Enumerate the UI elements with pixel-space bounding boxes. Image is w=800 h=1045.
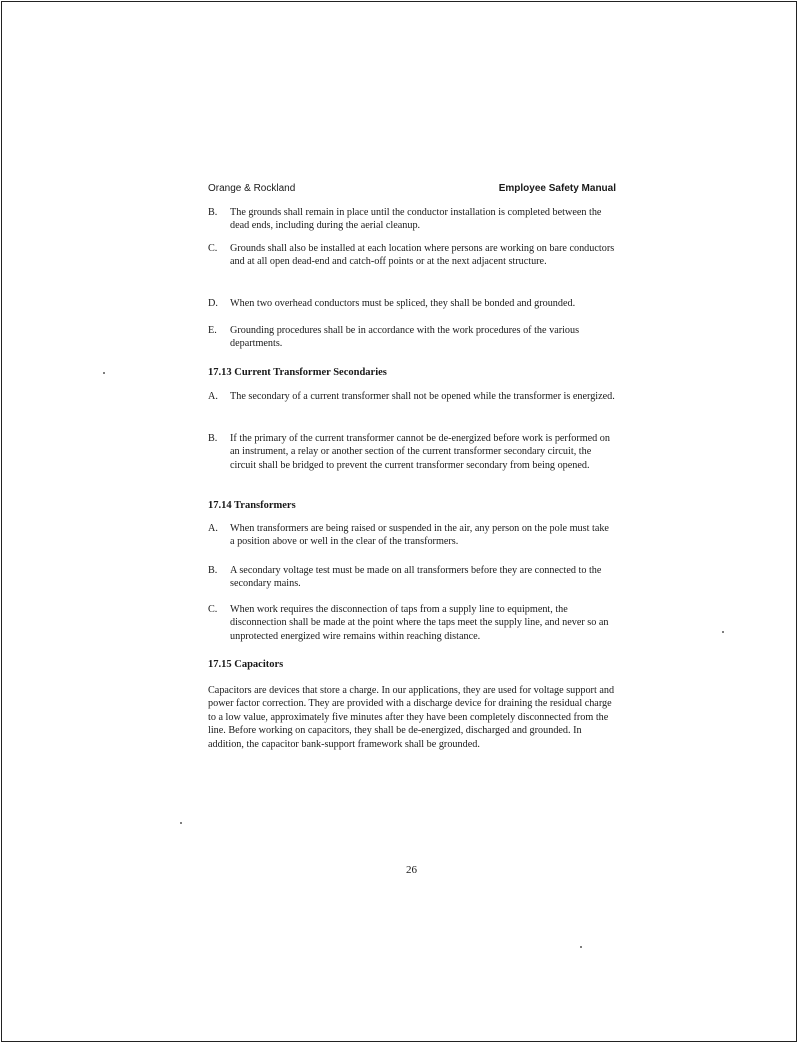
scan-speck	[180, 822, 182, 824]
list-item	[208, 324, 616, 351]
item-text: A secondary voltage test must be made on all transformers before they are connected to the secondary mains.	[230, 565, 602, 590]
item-letter: E.	[208, 325, 217, 336]
item-text: The secondary of a current transformer shall not be opened while the transformer is energized.	[230, 391, 615, 402]
item-letter: B.	[208, 433, 218, 444]
item-text: Grounds shall also be installed at each location where persons are working on bare conductors and at all open dead-end and catch-off points or at the next adjacent structure.	[230, 243, 615, 268]
list-item	[208, 297, 616, 311]
item-letter: C.	[208, 604, 218, 615]
scan-speck	[103, 372, 105, 374]
item-letter: B.	[208, 207, 218, 218]
item-letter: A.	[208, 523, 218, 534]
list-item	[208, 564, 616, 591]
capacitors-paragraph: Capacitors are devices that store a charge. In our applications, they are used for voltage support and power factor correction. They are provided with a discharge device for draining the residual charge to a low value, approximately five minutes after they have been completely disconnected from the line. Before working on capacitors, they shall be de-energized, discharged and grounded. In addition, the capacitor bank-support framework shall be grounded.	[208, 685, 615, 750]
item-letter: D.	[208, 298, 218, 309]
item-text: The grounds shall remain in place until the conductor installation is completed between the dead ends, including during the aerial cleanup.	[230, 207, 602, 232]
page-number: 26	[406, 864, 417, 876]
item-text: If the primary of the current transformer cannot be de-energized before work is performed on an instrument, a relay or another section of the current transformer secondary circuit, the circuit shall be bridged to prevent the current transformer secondary from being opened.	[230, 433, 610, 471]
company-name: Orange & Rockland	[208, 183, 296, 194]
list-item	[208, 242, 616, 283]
item-text: When work requires the disconnection of taps from a supply line to equipment, the disconnection shall be made at the point where the taps meet the supply line, and never so an unprotected energized wire remains within reaching distance.	[230, 604, 609, 642]
section-heading-17-14: 17.14 Transformers	[208, 500, 296, 511]
item-text: When transformers are being raised or suspended in the air, any person on the pole must take a position above or well in the clear of the transformers.	[230, 523, 609, 548]
scan-speck	[722, 631, 724, 633]
section-heading-17-15: 17.15 Capacitors	[208, 659, 284, 670]
item-letter: B.	[208, 565, 218, 576]
scan-speck	[580, 946, 582, 948]
list-item	[208, 432, 616, 486]
item-text: Grounding procedures shall be in accordance with the work procedures of the various departments.	[230, 325, 580, 350]
item-letter: A.	[208, 391, 218, 402]
list-item	[208, 522, 616, 549]
page-header	[208, 183, 616, 199]
section-heading-17-13: 17.13 Current Transformer Secondaries	[208, 367, 387, 378]
manual-title: Employee Safety Manual	[498, 183, 616, 194]
list-item	[208, 206, 616, 233]
item-text: When two overhead conductors must be spliced, they shall be bonded and grounded.	[230, 298, 576, 309]
list-item	[208, 390, 616, 417]
item-letter: C.	[208, 243, 218, 254]
list-item	[208, 603, 616, 644]
